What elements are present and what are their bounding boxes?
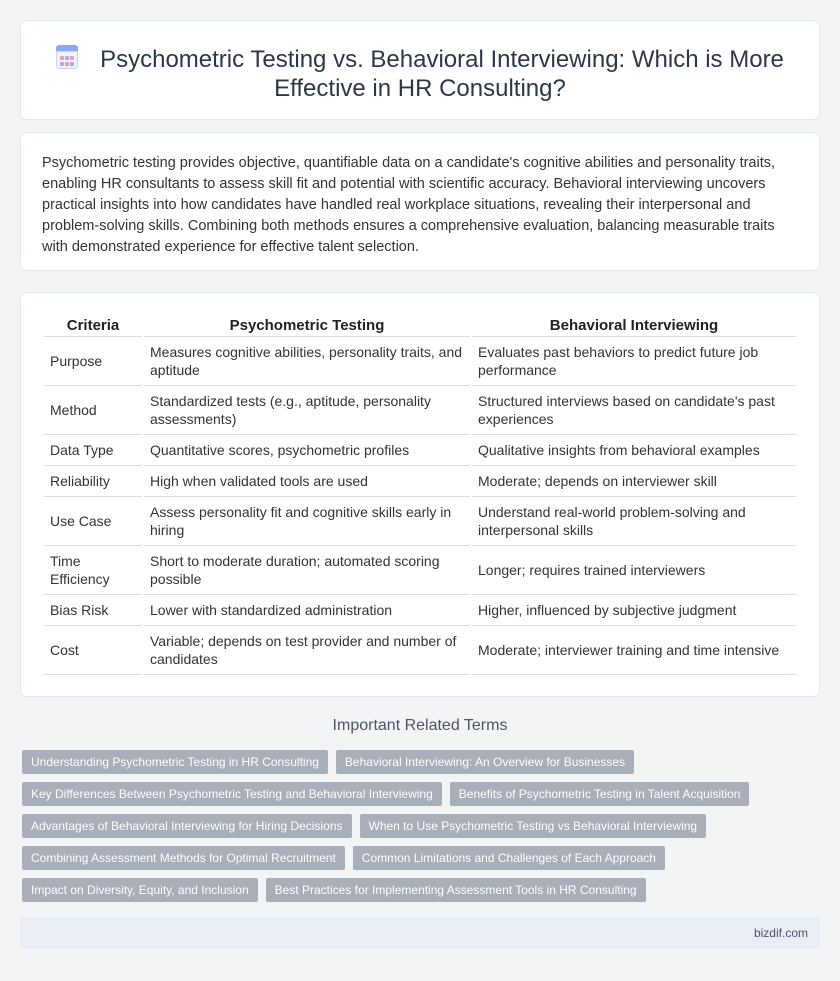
cell-criteria: Bias Risk <box>44 595 142 626</box>
cell-psychometric: Assess personality fit and cognitive skills early in hiring <box>144 497 470 546</box>
cell-psychometric: Lower with standardized administration <box>144 595 470 626</box>
footer-site-link[interactable]: bizdif.com <box>753 926 808 940</box>
table-row <box>44 595 796 626</box>
table-row <box>44 497 796 546</box>
cell-criteria: Reliability <box>44 466 142 497</box>
cell-behavioral: Higher, influenced by subjective judgment <box>472 595 796 626</box>
related-term-tag[interactable]: Benefits of Psychometric Testing in Talent Acquisition <box>450 782 750 806</box>
table-row <box>44 626 796 675</box>
cell-criteria: Data Type <box>44 435 142 466</box>
cell-criteria: Cost <box>44 626 142 675</box>
table-row <box>44 386 796 435</box>
table-row <box>44 435 796 466</box>
related-term-tag[interactable]: Best Practices for Implementing Assessment Tools in HR Consulting <box>266 878 646 902</box>
related-terms-tags <box>22 750 812 910</box>
cell-psychometric: Short to moderate duration; automated scoring possible <box>144 546 470 595</box>
header-criteria: Criteria <box>44 315 142 337</box>
cell-psychometric: Standardized tests (e.g., aptitude, personality assessments) <box>144 386 470 435</box>
footer-bar <box>20 917 820 949</box>
intro-card <box>20 132 820 271</box>
cell-psychometric: Quantitative scores, psychometric profiles <box>144 435 470 466</box>
cell-behavioral: Evaluates past behaviors to predict future job performance <box>472 337 796 386</box>
table-header-row <box>44 315 796 337</box>
cell-criteria: Use Case <box>44 497 142 546</box>
cell-behavioral: Moderate; depends on interviewer skill <box>472 466 796 497</box>
cell-behavioral: Longer; requires trained interviewers <box>472 546 796 595</box>
cell-behavioral: Understand real-world problem-solving and interpersonal skills <box>472 497 796 546</box>
title-card <box>20 20 820 120</box>
table-row <box>44 546 796 595</box>
related-term-tag[interactable]: Combining Assessment Methods for Optimal Recruitment <box>22 846 345 870</box>
cell-behavioral: Structured interviews based on candidate's past experiences <box>472 386 796 435</box>
table-row <box>44 466 796 497</box>
title-wrap <box>51 45 789 103</box>
related-terms-title: Important Related Terms <box>332 717 508 734</box>
cell-criteria: Time Efficiency <box>44 546 142 595</box>
calendar-grid-icon <box>56 45 78 69</box>
cell-psychometric: Variable; depends on test provider and number of candidates <box>144 626 470 675</box>
intro-paragraph: Psychometric testing provides objective, quantifiable data on a candidate's cognitive abilities and personality traits, enabling HR consultants to assess skill fit and potential with scientific accuracy. Behavioral interviewing uncovers practical insights into how candidates have handled real workplace situations, revealing their interpersonal and problem-solving skills. Combining both methods ensures a comprehensive evaluation, balancing measurable traits with demonstrated experience for effective talent selection. <box>42 155 776 255</box>
related-term-tag[interactable]: Impact on Diversity, Equity, and Inclusion <box>22 878 258 902</box>
related-term-tag[interactable]: Common Limitations and Challenges of Each Approach <box>353 846 665 870</box>
cell-psychometric: High when validated tools are used <box>144 466 470 497</box>
header-behavioral: Behavioral Interviewing <box>472 315 796 337</box>
cell-criteria: Method <box>44 386 142 435</box>
related-term-tag[interactable]: Key Differences Between Psychometric Testing and Behavioral Interviewing <box>22 782 442 806</box>
cell-psychometric: Measures cognitive abilities, personality traits, and aptitude <box>144 337 470 386</box>
header-psychometric: Psychometric Testing <box>144 315 470 337</box>
comparison-table <box>42 315 798 675</box>
cell-behavioral: Qualitative insights from behavioral examples <box>472 435 796 466</box>
cell-criteria: Purpose <box>44 337 142 386</box>
comparison-table-card <box>20 292 820 697</box>
related-term-tag[interactable]: Understanding Psychometric Testing in HR Consulting <box>22 750 328 774</box>
related-term-tag[interactable]: When to Use Psychometric Testing vs Behavioral Interviewing <box>360 814 707 838</box>
table-row <box>44 337 796 386</box>
page-title: Psychometric Testing vs. Behavioral Interviewing: Which is More Effective in HR Consulting? <box>100 46 784 102</box>
cell-behavioral: Moderate; interviewer training and time intensive <box>472 626 796 675</box>
related-term-tag[interactable]: Behavioral Interviewing: An Overview for Businesses <box>336 750 634 774</box>
related-term-tag[interactable]: Advantages of Behavioral Interviewing for Hiring Decisions <box>22 814 352 838</box>
